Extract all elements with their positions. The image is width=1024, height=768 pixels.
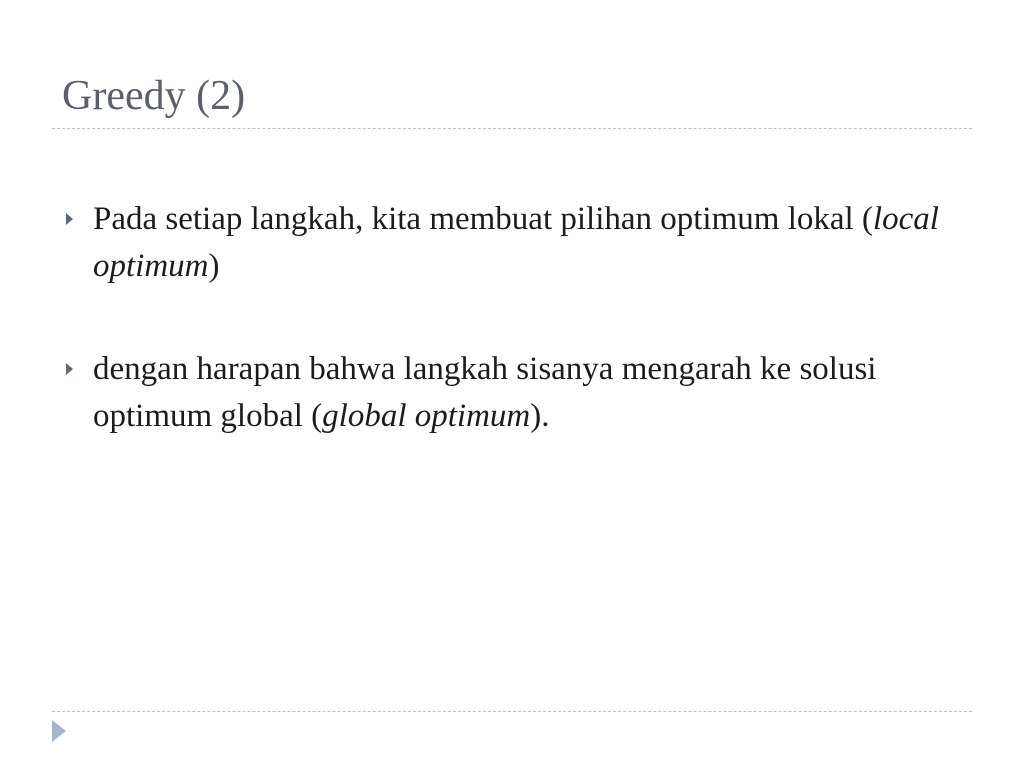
next-slide-triangle-icon bbox=[52, 720, 66, 742]
bullet-text: dengan harapan bahwa langkah sisanya mengarah ke solusi optimum global ( bbox=[93, 351, 877, 434]
title-divider bbox=[52, 128, 972, 129]
footer-divider bbox=[52, 711, 972, 712]
triangle-bullet-icon bbox=[66, 213, 73, 225]
slide-title: Greedy (2) bbox=[62, 73, 246, 119]
bullet-text-end: ). bbox=[530, 398, 550, 434]
bullet-text: Pada setiap langkah, kita membuat pilihan optimum lokal ( bbox=[93, 201, 873, 237]
bullet-emphasis: local optimum bbox=[93, 201, 939, 284]
triangle-bullet-icon bbox=[66, 363, 73, 375]
bullet-item bbox=[62, 196, 972, 290]
bullet-emphasis: global optimum bbox=[322, 398, 531, 434]
bullet-item bbox=[62, 346, 972, 440]
bullet-text-end: ) bbox=[208, 248, 220, 284]
bullet-list bbox=[62, 196, 972, 440]
